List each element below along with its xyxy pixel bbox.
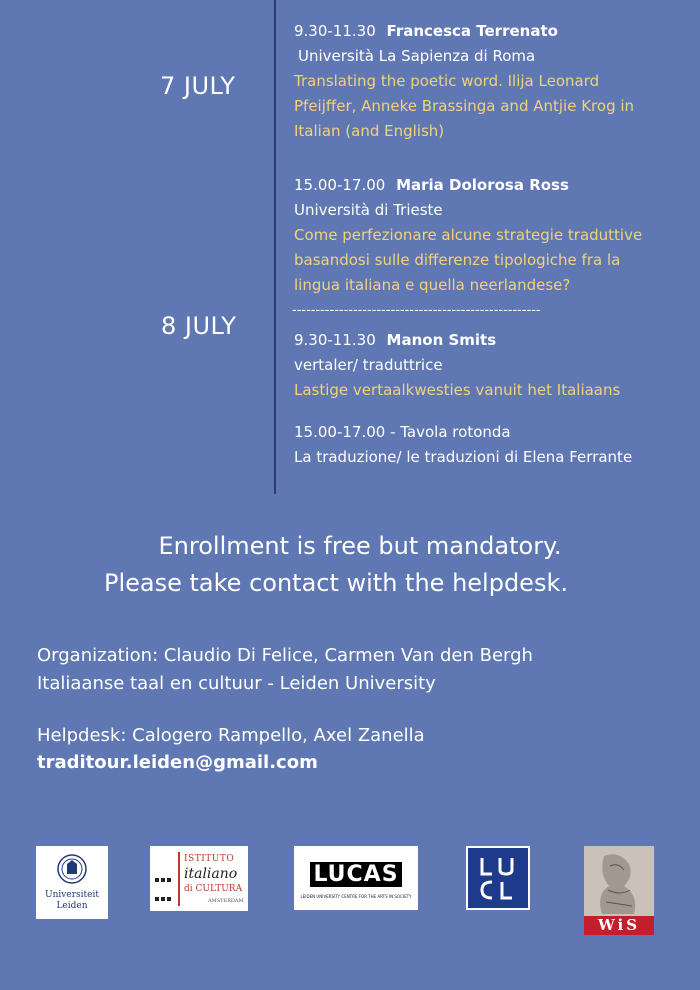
- date-7-july: 7 JULY: [160, 72, 236, 100]
- wis-logo: [584, 846, 654, 935]
- session-time-and-title: 15.00-17.00 - Tavola rotonda: [294, 423, 511, 441]
- session-2: [294, 173, 642, 298]
- talk-title-line: Come perfezionare alcune strategie traduttive: [294, 226, 643, 244]
- talk-title-line: Italian (and English): [294, 122, 445, 140]
- lucl-mark-icon: [468, 848, 528, 908]
- speaker-name: Francesca Terrenato: [386, 22, 558, 40]
- session-time: 9.30-11.30: [294, 331, 376, 349]
- helpdesk-block: [37, 722, 425, 773]
- organization-line-1: Organization: Claudio Di Felice, Carmen Van den Bergh: [37, 645, 533, 666]
- session-description: La traduzione/ le traduzioni di Elena Ferrante: [294, 448, 633, 466]
- istituto-italiano-di-cultura-logo: [150, 846, 248, 911]
- helpdesk-email-link[interactable]: traditour.leiden@gmail.com: [37, 752, 318, 773]
- iic-line-2: italiano: [184, 866, 238, 882]
- session-time: 15.00-17.00: [294, 176, 386, 194]
- talk-title-line: basandosi sulle differenze tipologiche fra la: [294, 251, 621, 269]
- timeline-divider: [274, 0, 276, 494]
- iic-line-4: AMSTERDAM: [208, 898, 244, 904]
- lucas-subtitle: LEIDEN UNIVERSITY CENTRE FOR THE ARTS IN SOCIETY: [300, 894, 412, 899]
- talk-title-line: Pfeijffer, Anneke Brassinga and Antjie Krog in: [294, 97, 635, 115]
- enrollment-line-2: Please take contact with the helpdesk.: [104, 569, 568, 597]
- speaker-affiliation: Università La Sapienza di Roma: [298, 47, 536, 65]
- session-time: 9.30-11.30: [294, 22, 376, 40]
- leiden-logo-line-1: Universiteit: [45, 890, 99, 900]
- speaker-affiliation: Università di Trieste: [294, 201, 443, 219]
- talk-title-line: Translating the poetic word. Ilija Leonard: [294, 72, 600, 90]
- lucl-logo: [466, 846, 530, 910]
- speaker-name: Manon Smits: [386, 331, 497, 349]
- session-3: [294, 328, 620, 403]
- day-separator: -----------------------------------------------------: [292, 303, 541, 318]
- talk-title-line: Lastige vertaalkwesties vanuit het Italiaans: [294, 381, 621, 399]
- iic-dots-icon: [154, 868, 174, 886]
- date-8-july: 8 JULY: [161, 312, 237, 340]
- lucas-logo: [294, 846, 418, 910]
- enrollment-line-1: Enrollment is free but mandatory.: [158, 532, 562, 560]
- iic-line-1: ISTITUTO: [184, 854, 235, 864]
- enrollment-notice: [0, 528, 700, 602]
- session-1: [294, 19, 634, 144]
- sketch-figure-icon: [584, 846, 654, 916]
- organization-block: [37, 642, 533, 698]
- helpdesk-line: Helpdesk: Calogero Rampello, Axel Zanella: [37, 725, 425, 746]
- iic-line-3: di CULTURA: [184, 884, 243, 894]
- leiden-seal-icon: [57, 852, 87, 886]
- talk-title-line: lingua italiana e quella neerlandese?: [294, 276, 571, 294]
- lucas-wordmark: [296, 860, 416, 890]
- leiden-logo-line-2: Leiden: [56, 901, 88, 911]
- universiteit-leiden-logo: [36, 846, 108, 919]
- speaker-name: Maria Dolorosa Ross: [396, 176, 569, 194]
- wis-text: WiS: [584, 916, 654, 935]
- session-4: [294, 420, 632, 470]
- speaker-affiliation: vertaler/ traduttrice: [294, 356, 443, 374]
- lucas-text: LUCAS: [310, 862, 401, 887]
- organization-line-2: Italiaanse taal en cultuur - Leiden University: [37, 673, 436, 694]
